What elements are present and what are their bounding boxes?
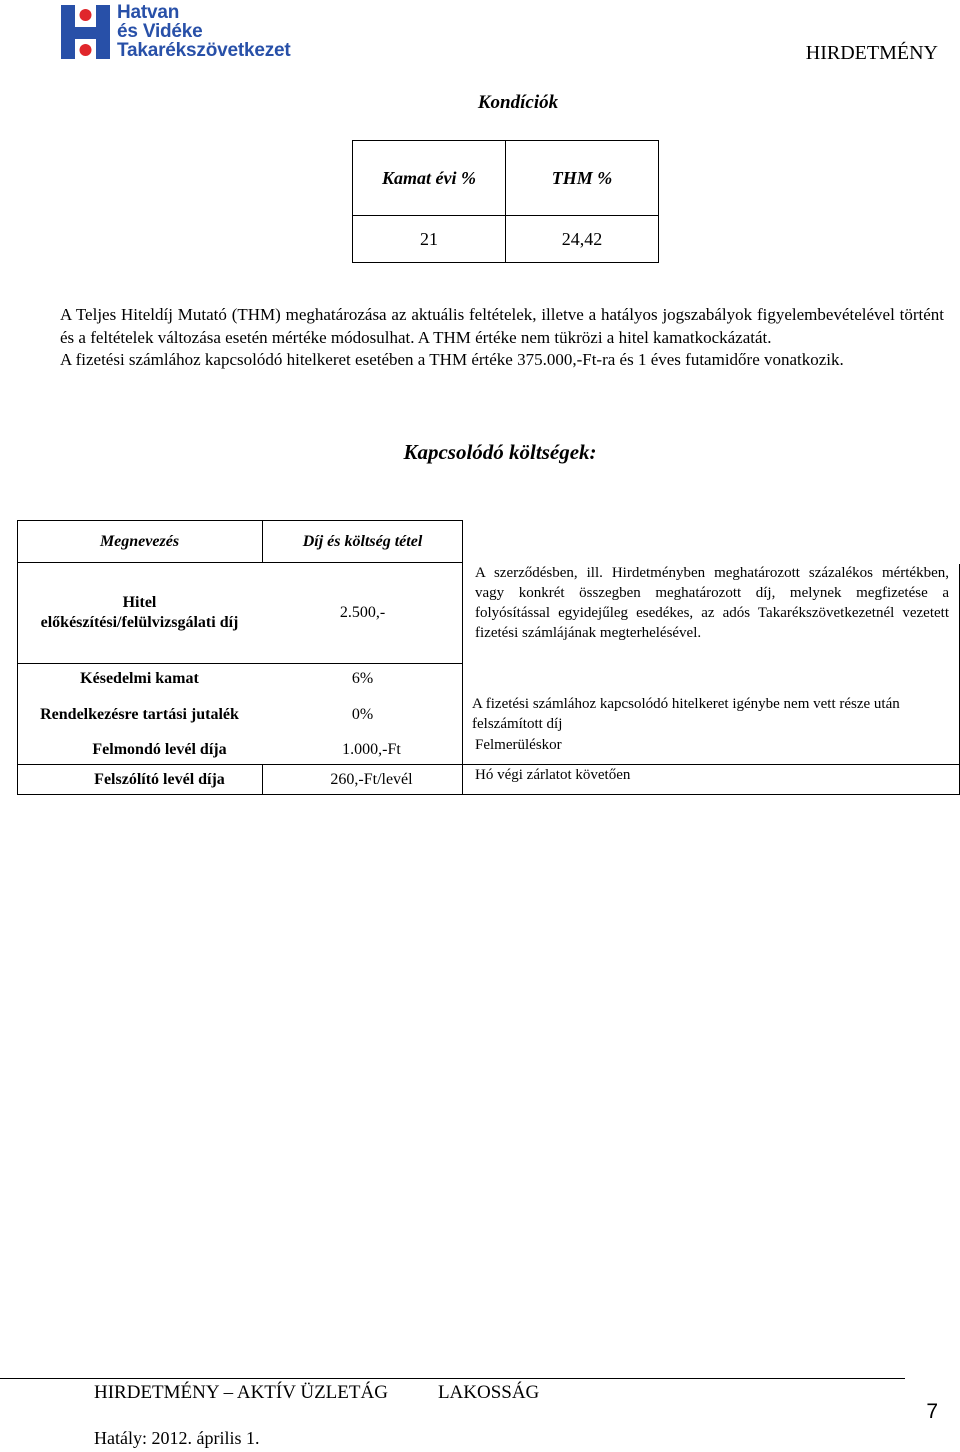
row-note: Felmerüléskor — [475, 737, 562, 753]
row-name-line-1: Hitel — [122, 594, 157, 611]
row-name: Felszólító levél díja — [94, 771, 225, 788]
row-name — [17, 593, 262, 633]
logo-line-3: Takarékszövetkezet — [117, 40, 291, 61]
thm-value: 24,42 — [506, 216, 659, 263]
footer-rule — [0, 1378, 905, 1379]
row-name: Késedelmi kamat — [80, 670, 199, 687]
row-fee: 2.500,- — [339, 604, 386, 621]
footer-left: HIRDETMÉNY – AKTÍV ÜZLETÁG — [94, 1382, 388, 1403]
costs-title: Kapcsolódó költségek: — [403, 440, 597, 464]
costs-table — [17, 520, 960, 795]
thm-header: THM % — [506, 141, 659, 216]
effective-date: Hatály: 2012. április 1. — [94, 1428, 260, 1448]
header-fee: Díj és költség tétel — [302, 533, 423, 550]
logo-line-2: és Vidéke — [117, 21, 203, 42]
logo-line-1: Hatvan — [117, 2, 180, 23]
paragraph-2: A fizetési számlához kapcsolódó hitelkeret esetében a THM értéke 375.000,-Ft-ra és 1 éves futamidőre vonatkozik. — [60, 350, 844, 369]
row-note: A szerződésben, ill. Hirdetményben meghatározott százalékos mértékben, vagy konkrét összegben meghatározott díj, melynek megfizetése a folyósítással egyidejűleg esedékes, az adós Takarékszövetkezetnél vezetett fizetési számlájának megterhelésével. — [475, 565, 949, 641]
row-name: Rendelkezésre tartási jutalék — [40, 706, 239, 723]
row-fee: 0% — [351, 706, 374, 723]
row-note: Hó végi zárlatot követően — [475, 767, 631, 783]
header-title: HIRDETMÉNY — [805, 42, 938, 64]
row-name-line-2: előkészítési/felülvizsgálati díj — [40, 614, 239, 631]
header-name: Megnevezés — [99, 533, 180, 550]
row-note: A fizetési számlához kapcsolódó hitelkeret igénybe nem vett része után felszámított díj — [472, 696, 900, 732]
thm-explanation — [60, 304, 944, 372]
footer-right: LAKOSSÁG — [437, 1382, 540, 1403]
interest-header: Kamat évi % — [353, 141, 506, 216]
page-number: 7 — [926, 1400, 938, 1423]
interest-value: 21 — [353, 216, 506, 263]
bank-logo — [58, 2, 318, 64]
row-fee: 6% — [351, 670, 374, 687]
paragraph-1: A Teljes Hiteldíj Mutató (THM) meghatározása az aktuális feltételek, illetve a hatályos jogszabályok figyelembevételével történt és a feltételek változása esetén mértéke módosulhat. A THM értéke nem tükrözi a hitel kamatkockázatát. — [60, 305, 944, 347]
footer-text — [94, 1382, 539, 1404]
row-name: Felmondó levél díja — [92, 741, 227, 758]
rate-table — [352, 140, 659, 263]
row-fee: 1.000,-Ft — [342, 741, 401, 758]
h-logo-icon — [58, 2, 114, 62]
conditions-title: Kondíciók — [477, 92, 559, 113]
row-fee: 260,-Ft/levél — [330, 771, 413, 788]
